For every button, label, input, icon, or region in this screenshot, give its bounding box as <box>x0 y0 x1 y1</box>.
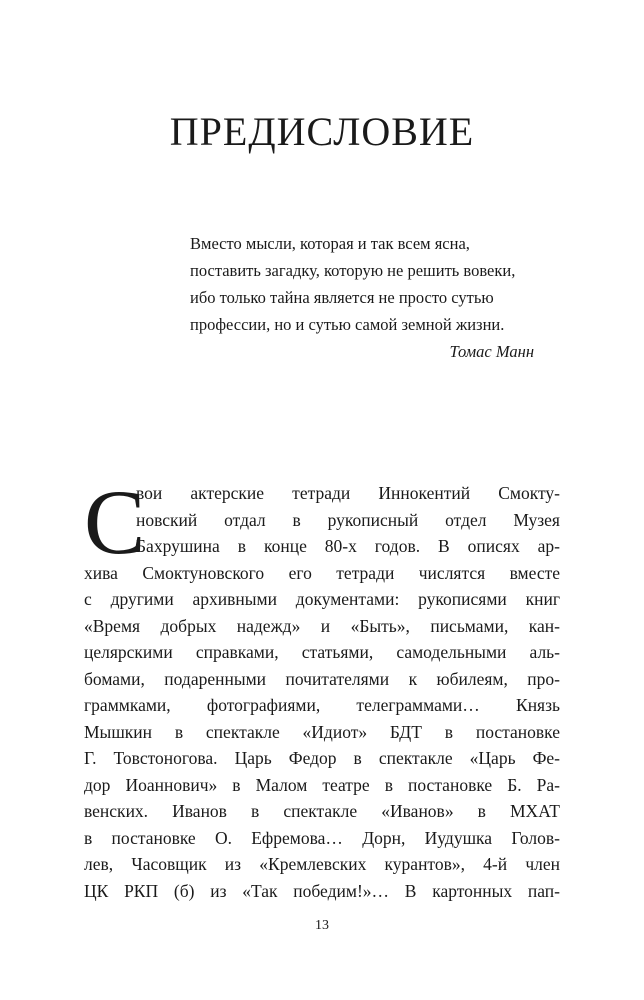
page-number: 13 <box>315 918 329 933</box>
body-line: «Время добрых надежд» и «Быть», письмами, кан- <box>84 615 560 636</box>
body-line: венских. Иванов в спектакле «Иванов» в МХАТ <box>84 801 560 821</box>
body-line: целярскими справками, статьями, самодельными аль- <box>84 642 560 662</box>
epigraph-author: Томас Манн <box>449 342 534 361</box>
body-line: Бахрушина в конце 80-х годов. В описях ар- <box>136 536 560 556</box>
body-line: ЦК РКП (б) из «Так победим!»… В картонных пап- <box>84 880 560 901</box>
body-line: в постановке О. Ефремова… Дорн, Иудушка Голов- <box>84 827 560 848</box>
body-line: новский отдал в рукописный отдел Музея <box>136 509 560 530</box>
epigraph-line: поставить загадку, которую не решить вовеки, <box>190 261 516 280</box>
epigraph-line: Вместо мысли, которая и так всем ясна, <box>190 234 470 253</box>
epigraph <box>190 230 534 365</box>
body-paragraph <box>84 471 560 904</box>
body-line: дор Иоаннович» в Малом театре в постановке Б. Ра- <box>84 774 560 795</box>
body-line: хива Смоктуновского его тетради числятся вместе <box>84 562 560 583</box>
body-line: лев, Часовщик из «Кремлевских курантов», 4-й член <box>84 854 560 874</box>
body-line: граммками, фотографиями, телеграммами… Князь <box>84 695 560 715</box>
body-line: бомами, подаренными почитателями к юбилеям, про- <box>84 668 560 689</box>
body-line: с другими архивными документами: рукописями книг <box>84 589 560 609</box>
chapter-title: ПРЕДИСЛОВИЕ <box>169 109 475 154</box>
drop-cap: С <box>84 471 146 573</box>
body-line: Мышкин в спектакле «Идиот» БДТ в постановке <box>84 721 560 742</box>
epigraph-line: ибо только тайна является не просто сутью <box>190 288 494 307</box>
epigraph-line: профессии, но и сутью самой земной жизни. <box>190 315 505 334</box>
body-line: вои актерские тетради Иннокентий Смокту- <box>136 483 560 503</box>
body-line: Г. Товстоногова. Царь Федор в спектакле «Царь Фе- <box>84 748 560 768</box>
